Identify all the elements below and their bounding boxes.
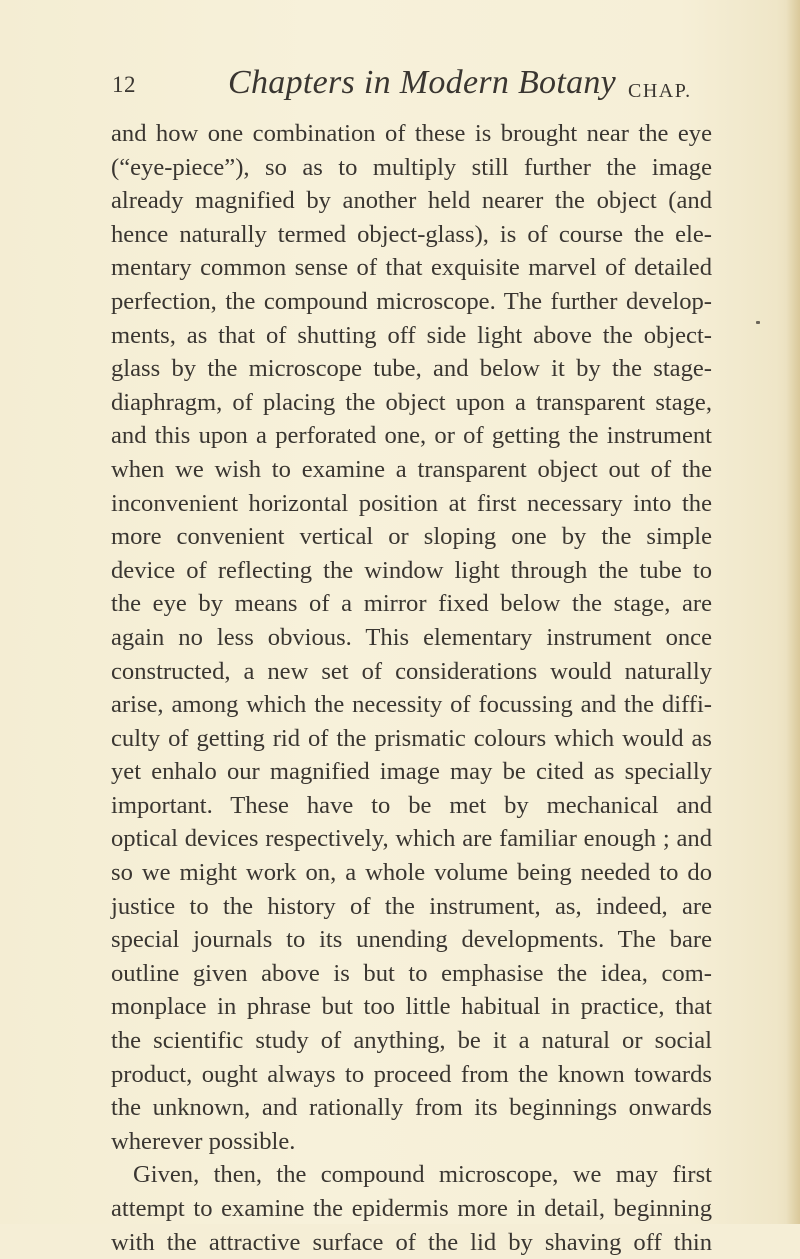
text-line: yet enhalo our magnified image may be cited as specially bbox=[111, 758, 712, 786]
text-line: culty of getting rid of the prismatic colours which would as bbox=[111, 724, 712, 752]
text-line: already magnified by another held nearer the object (and bbox=[111, 187, 712, 215]
text-line: (“eye-piece”), so as to multiply still further the image bbox=[111, 153, 712, 181]
text-line: outline given above is but to emphasise the idea, com- bbox=[111, 959, 712, 987]
page-number: 12 bbox=[112, 72, 136, 97]
text-line: perfection, the compound microscope. The further develop- bbox=[111, 287, 712, 315]
text-line: product, ought always to proceed from the known towards bbox=[111, 1060, 712, 1088]
margin-speck bbox=[756, 321, 760, 324]
text-line: the scientific study of anything, be it a natural or social bbox=[111, 1027, 712, 1055]
text-line: hence naturally termed object-glass), is of course the ele- bbox=[111, 220, 712, 248]
text-line: with the attractive surface of the lid by shaving off thin bbox=[111, 1228, 712, 1256]
body-text bbox=[111, 117, 712, 1259]
text-line: arise, among which the necessity of focussing and the diffi- bbox=[111, 691, 712, 719]
text-line: when we wish to examine a transparent object out of the bbox=[111, 455, 712, 483]
running-header bbox=[0, 58, 800, 118]
text-line: the unknown, and rationally from its beginnings onwards bbox=[111, 1094, 712, 1122]
text-line: monplace in phrase but too little habitual in practice, that bbox=[111, 993, 712, 1021]
text-line: glass by the microscope tube, and below it by the stage- bbox=[111, 355, 712, 383]
text-line: attempt to examine the epidermis more in detail, beginning bbox=[111, 1195, 712, 1222]
text-line: optical devices respectively, which are familiar enough ; and bbox=[111, 825, 712, 853]
text-line: Given, then, the compound microscope, we may first bbox=[133, 1161, 712, 1189]
running-title: Chapters in Modern Botany bbox=[228, 64, 617, 101]
text-line: justice to the history of the instrument, as, indeed, are bbox=[111, 892, 712, 920]
text-line: the eye by means of a mirror fixed below the stage, are bbox=[111, 590, 712, 618]
text-line: ments, as that of shutting off side light above the object- bbox=[111, 321, 712, 349]
chapter-mark: CHAP. bbox=[628, 80, 692, 102]
text-line: and this upon a perforated one, or of getting the instrument bbox=[111, 422, 712, 450]
text-line: so we might work on, a whole volume being needed to do bbox=[111, 859, 712, 887]
text-line: inconvenient horizontal position at first necessary into the bbox=[111, 489, 712, 517]
page-edge-shadow bbox=[786, 0, 800, 1224]
text-line: mentary common sense of that exquisite marvel of detailed bbox=[111, 254, 712, 282]
text-line: and how one combination of these is brought near the eye bbox=[111, 120, 712, 147]
text-line: diaphragm, of placing the object upon a transparent stage, bbox=[111, 388, 712, 416]
text-line: constructed, a new set of considerations would naturally bbox=[111, 657, 712, 685]
text-line: special journals to its unending developments. The bare bbox=[111, 926, 712, 954]
text-line: more convenient vertical or sloping one by the simple bbox=[111, 523, 712, 551]
text-line: important. These have to be met by mechanical and bbox=[111, 791, 712, 819]
text-line: wherever possible. bbox=[111, 1127, 296, 1155]
text-line: again no less obvious. This elementary instrument once bbox=[111, 623, 712, 651]
text-line: device of reflecting the window light through the tube to bbox=[111, 556, 712, 584]
